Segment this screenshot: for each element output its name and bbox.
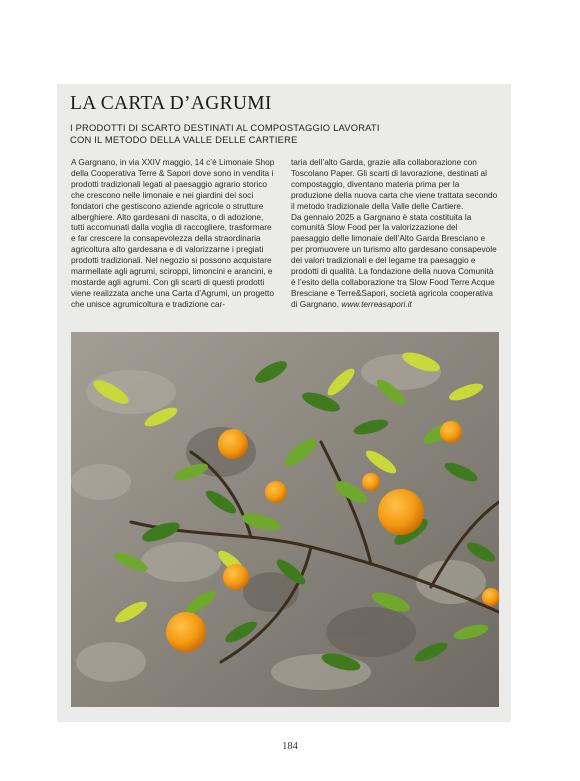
article-title: LA CARTA D’AGRUMI <box>70 93 272 114</box>
body-paragraph: taria dell’alto Garda, grazie alla collaborazione con Toscolano Paper. Gli scarti di lavorazione, destinati al compostaggio, diventano materia prima per la produzione della nuova carta che viene trattata secondo il metodo tradizionale della Valle delle Cartiere. <box>291 157 498 211</box>
body-paragraph: A Gargnano, in via XXIV maggio, 14 c’è Limonaie Shop della Cooperativa Terre & Sapori dove sono in vendita i prodotti tradizionali legati al paesaggio agrario storico che crescono nelle limonaie e nei giardini dei soci fondatori che gestiscono aziende agricole o strutture alberghiere. Alto gardesani di nascita, o di adozione, tutti accomunati dalla voglia di raccogliere, trasformare e far crescere la consapevolezza della straordinaria agricoltura alto gardesana e di valorizzarne i pregiati prodotti tradizionali. Nel negozio si possono acquistare marmellate agli agrumi, sciroppi, limoncini e arancini, e mostarde agli agrumi. Con gli scarti di questi prodotti viene realizzata anche una Carta d’Agrumi, un progetto che unisce agrumicoltura e tradizione car- <box>71 157 275 309</box>
website-link: www.terreasapori.it <box>341 298 412 309</box>
text-column-right <box>291 157 498 310</box>
orange-tree-illustration <box>71 332 499 707</box>
text-column-left <box>71 157 278 310</box>
page-number: 184 <box>282 741 298 752</box>
body-paragraph <box>291 212 498 310</box>
body-paragraph-text: Da gennaio 2025 a Gargnano è stata costituita la comunità Slow Food per la valorizzazione del paesaggio delle limonaie dell’Alto Garda Bresciano e per promuovere un turismo alto gardesano consapevole dei valori tradizionali e del legame tra paesaggio e prodotti di qualità. La fondazione della nuova Comunità è l’esito della collaborazione tra Slow Food Terre Acque Bresciane e Terre&Sapori, società agricola cooperativa di Gargnano. <box>291 211 497 309</box>
article-subtitle: I PRODOTTI DI SCARTO DESTINATI AL COMPOSTAGGIO LAVORATI CON IL METODO DELLA VALLE DELLE CARTIERE <box>70 122 380 145</box>
orange-tree-photo <box>71 332 499 707</box>
